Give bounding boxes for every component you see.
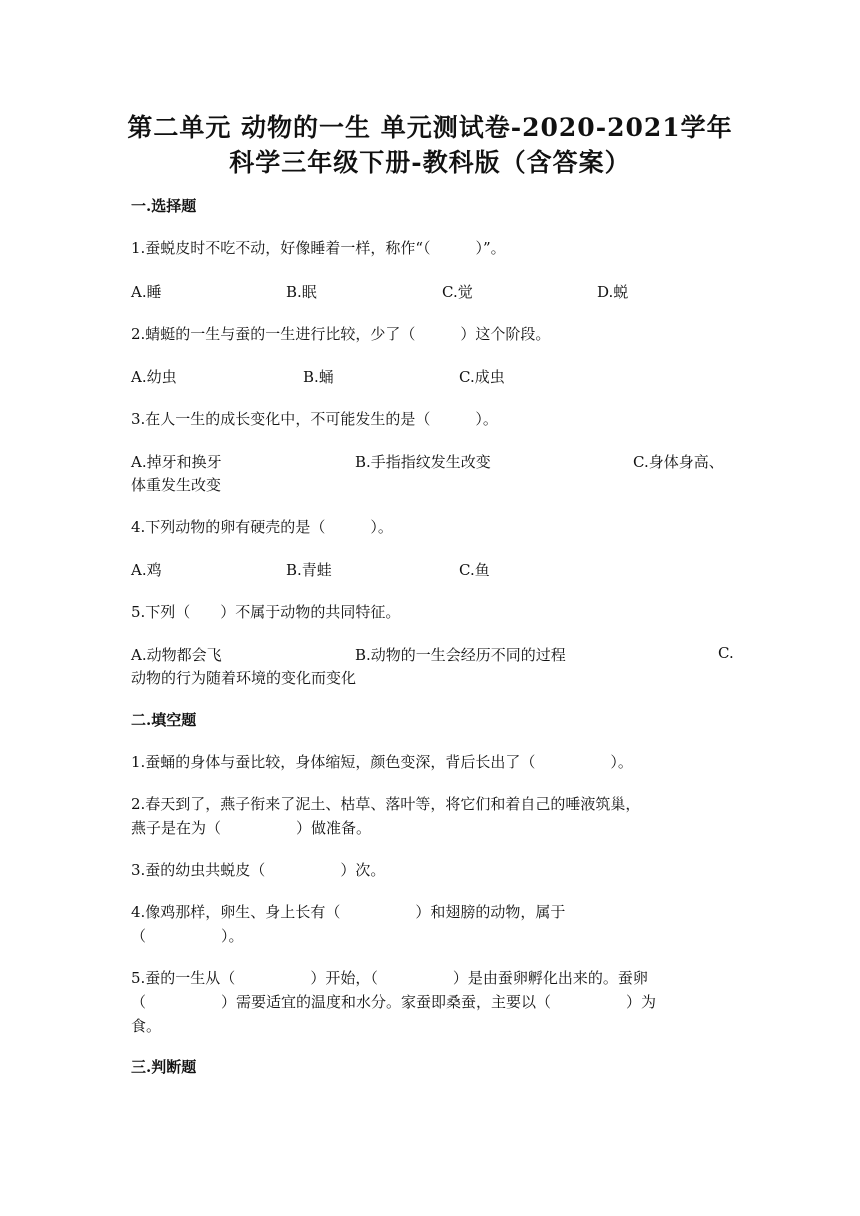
option-a: A.幼虫 [131,368,177,386]
fill-question: 4.像鸡那样，卵生、身上长有（ ）和翅膀的动物，属于 [131,903,566,921]
fill-question-cont: 食。 [131,1017,162,1035]
option-b: B.眠 [286,283,317,301]
section-heading-judge: 三.判断题 [131,1058,197,1076]
fill-question: 1.蚕蛹的身体与蚕比较，身体缩短，颜色变深，背后长出了（ ）。 [131,753,633,771]
fill-question: 2.春天到了，燕子衔来了泥土、枯草、落叶等，将它们和着自己的唾液筑巢， [131,795,641,813]
option-continuation: 动物的行为随着环境的变化而变化 [131,669,357,687]
fill-question: 3.蚕的幼虫共蜕皮（ ）次。 [131,861,386,879]
option-b: B.蛹 [303,368,334,386]
option-c: C.鱼 [459,561,490,579]
question-stem: 4.下列动物的卵有硬壳的是（ ）。 [131,518,393,536]
option-d: D.蜕 [597,283,629,301]
question-stem: 2.蜻蜓的一生与蚕的一生进行比较，少了（ ）这个阶段。 [131,325,551,343]
option-b: B.动物的一生会经历不同的过程 [355,646,566,664]
option-a: A.掉牙和换牙 [131,453,222,471]
option-c: C.成虫 [459,368,505,386]
fill-question: 5.蚕的一生从（ ）开始，（ ）是由蚕卵孵化出来的。蚕卵 [131,969,648,987]
option-b: B.手指指纹发生改变 [355,453,491,471]
option-a: A.鸡 [131,561,162,579]
option-continuation: 体重发生改变 [131,476,222,494]
fill-question-cont: 燕子是在为（ ）做准备。 [131,819,372,837]
section-heading-fill: 二.填空题 [131,711,197,729]
exam-title-line2: 科学三年级下册-教科版（含答案） [229,148,631,177]
fill-question-cont: （ ）需要适宜的温度和水分。家蚕即桑蚕，主要以（ ）为 [131,993,657,1011]
question-stem: 1.蚕蜕皮时不吃不动，好像睡着一样，称作“（ ）”。 [131,239,506,257]
section-heading-choice: 一.选择题 [131,197,197,215]
option-b: B.青蛙 [286,561,332,579]
option-c: C.觉 [442,283,473,301]
fill-question-cont: （ ）。 [131,927,244,945]
question-stem: 3.在人一生的成长变化中，不可能发生的是（ ）。 [131,410,498,428]
option-c: C. [718,644,734,662]
option-a: A.睡 [131,283,162,301]
option-c: C.身体身高、 [633,453,724,471]
question-stem: 5.下列（ ）不属于动物的共同特征。 [131,603,401,621]
option-a: A.动物都会飞 [131,646,222,664]
exam-title-line1: 第二单元 动物的一生 单元测试卷-2020-2021学年 [127,113,733,142]
